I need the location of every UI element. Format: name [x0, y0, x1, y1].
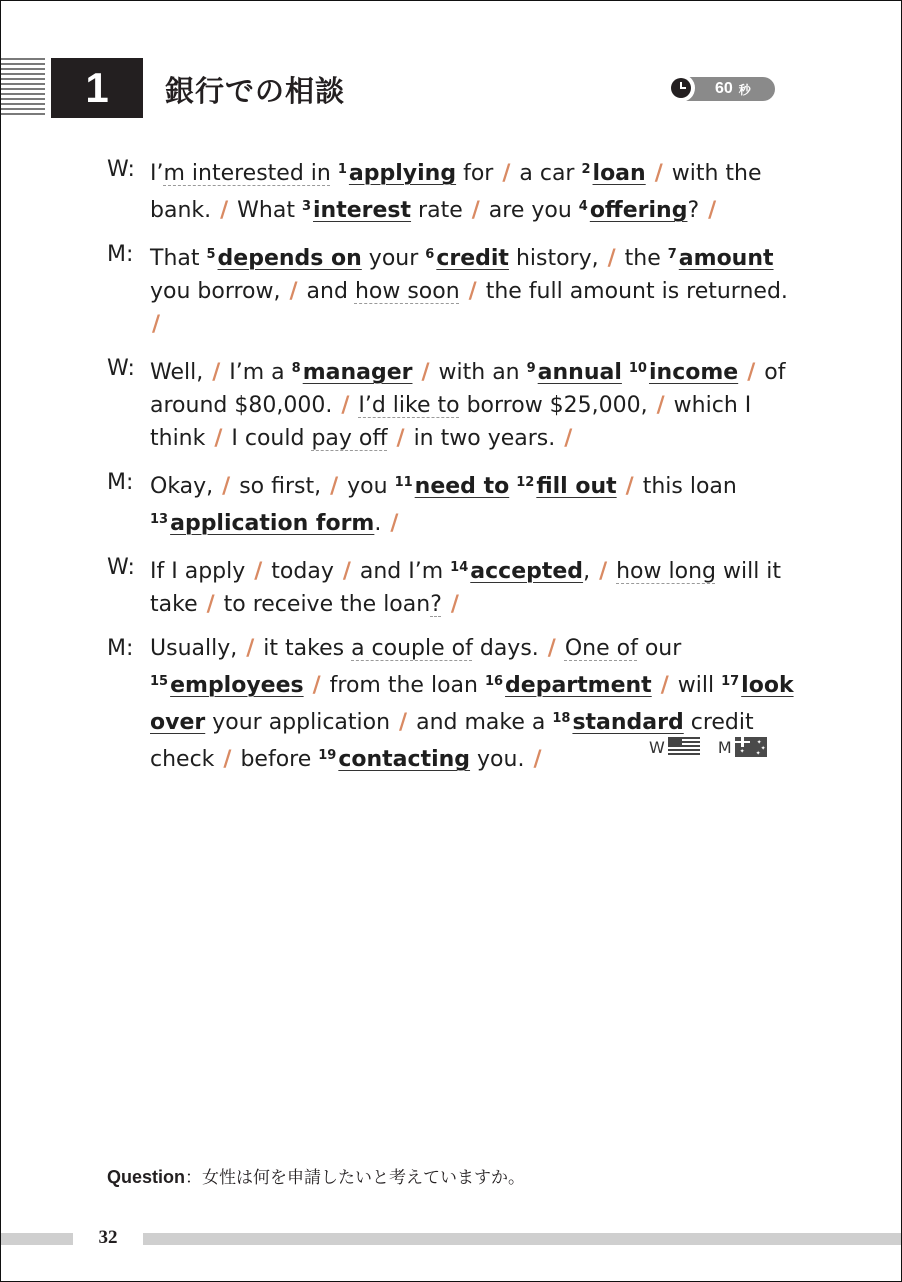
item-number: 17 — [721, 674, 740, 689]
footer-bar-left — [1, 1233, 73, 1245]
dialogue-turn — [107, 352, 797, 455]
header-stripes — [1, 58, 45, 118]
timer-badge — [669, 77, 775, 101]
dialogue-line — [150, 153, 797, 227]
text-run: a car — [512, 161, 582, 186]
text-run — [617, 474, 624, 499]
highlighted-phrase: One of — [564, 636, 638, 661]
key-phrase: standard — [572, 710, 684, 735]
key-phrase: amount — [678, 246, 774, 271]
text-run: history, — [508, 246, 606, 271]
key-phrase: fill out — [536, 474, 617, 499]
text-run: with the bank. — [150, 161, 762, 223]
item-number: 18 — [552, 711, 571, 726]
text-run: Okay, — [150, 474, 221, 499]
chunk-slash: / — [396, 426, 405, 451]
text-run: for — [456, 161, 501, 186]
timer-seconds: 60 — [715, 80, 733, 97]
text-run: before — [233, 747, 319, 772]
chunk-slash: / — [220, 198, 229, 223]
speaker-m-label: M — [717, 737, 732, 757]
key-phrase: annual — [537, 360, 622, 385]
text-run — [460, 279, 467, 304]
chapter-number: 1 — [51, 58, 143, 118]
dialogue — [107, 153, 797, 787]
text-run: of around $80,000. — [150, 360, 786, 418]
text-run: today — [264, 559, 341, 584]
question-text: 女性は何を申請したいと考えていますか。 — [202, 1168, 526, 1188]
chunk-slash: / — [747, 360, 756, 385]
item-number: 10 — [628, 361, 647, 376]
item-number: 7 — [667, 247, 677, 262]
page-number: 32 — [98, 1227, 118, 1248]
key-phrase: application form — [170, 511, 375, 536]
key-phrase: income — [648, 360, 739, 385]
item-number: 9 — [526, 361, 536, 376]
dialogue-turn — [107, 466, 797, 540]
chunk-slash: / — [564, 426, 573, 451]
speaker-label: W: — [107, 555, 135, 580]
text-run: days. — [472, 636, 546, 661]
chunk-slash: / — [312, 673, 321, 698]
text-run: If I apply — [150, 559, 253, 584]
key-phrase: need to — [414, 474, 510, 499]
item-number: 2 — [581, 162, 591, 177]
text-run: , — [583, 559, 598, 584]
chunk-slash: / — [471, 198, 480, 223]
speaker-label: W: — [107, 356, 135, 381]
text-run — [442, 592, 449, 617]
chunk-slash: / — [547, 636, 556, 661]
text-run: credit check — [150, 710, 754, 772]
text-run — [331, 161, 338, 186]
key-phrase: contacting — [338, 747, 471, 772]
question-separator: ： — [185, 1168, 203, 1188]
text-run: to receive the loan — [216, 592, 431, 617]
chunk-slash: / — [708, 198, 717, 223]
timer-unit: 秒 — [738, 82, 751, 97]
item-number: 8 — [291, 361, 301, 376]
chunk-slash: / — [330, 474, 339, 499]
chunk-slash: / — [607, 246, 616, 271]
chunk-slash: / — [289, 279, 298, 304]
speaker-label: M: — [107, 470, 134, 495]
text-run — [412, 360, 419, 385]
text-run: which I think — [150, 393, 752, 451]
chunk-slash: / — [421, 360, 430, 385]
dialogue-turn — [107, 153, 797, 227]
text-run — [388, 426, 395, 451]
text-run: I’ — [150, 161, 164, 186]
item-number: 19 — [318, 748, 337, 763]
highlighted-phrase: a couple of — [351, 636, 473, 661]
speaker-key — [649, 737, 767, 757]
key-phrase: credit — [436, 246, 509, 271]
text-run: you. — [470, 747, 532, 772]
chunk-slash: / — [625, 474, 634, 499]
text-run: it takes — [256, 636, 352, 661]
item-number: 6 — [425, 247, 435, 262]
item-number: 4 — [578, 199, 588, 214]
chunk-slash: / — [254, 559, 263, 584]
chunk-slash: / — [342, 559, 351, 584]
key-phrase: employees — [170, 673, 304, 698]
text-run: ? — [687, 198, 707, 223]
au-flag-icon: ✦ ✦ ✦ ✦ — [735, 737, 767, 757]
text-run: so first, — [232, 474, 329, 499]
chunk-slash: / — [222, 474, 231, 499]
text-run: you borrow, — [150, 279, 288, 304]
item-number: 11 — [394, 475, 413, 490]
key-phrase: department — [505, 673, 652, 698]
item-number: 15 — [150, 674, 169, 689]
dialogue-line — [150, 466, 797, 540]
speaker-w-label: W — [649, 737, 665, 757]
text-run: and I’m — [352, 559, 451, 584]
text-run: the full amount is returned. — [478, 279, 788, 304]
text-run — [304, 673, 311, 698]
key-phrase: applying — [348, 161, 457, 186]
text-run: you — [340, 474, 395, 499]
text-run — [558, 636, 565, 661]
text-run — [622, 360, 629, 385]
dialogue-line — [150, 238, 797, 341]
text-run: the — [617, 246, 668, 271]
text-run: are you — [481, 198, 579, 223]
chunk-slash: / — [152, 312, 161, 337]
text-run: . — [374, 511, 389, 536]
text-run: That — [150, 246, 207, 271]
dialogue-turn — [107, 238, 797, 341]
chunk-slash: / — [599, 559, 608, 584]
text-run: this loan — [635, 474, 737, 499]
chunk-slash: / — [223, 747, 232, 772]
footer-bar-right — [143, 1233, 901, 1245]
text-run: rate — [411, 198, 470, 223]
text-run: your application — [205, 710, 398, 735]
chunk-slash: / — [214, 426, 223, 451]
speaker-label: W: — [107, 157, 135, 182]
key-phrase: depends on — [217, 246, 362, 271]
item-number: 5 — [206, 247, 216, 262]
chunk-slash: / — [341, 393, 350, 418]
question — [107, 1163, 525, 1188]
text-run: and make a — [409, 710, 553, 735]
key-phrase: look over — [150, 673, 794, 735]
key-phrase: offering — [589, 198, 688, 223]
chunk-slash: / — [399, 710, 408, 735]
chunk-slash: / — [468, 279, 477, 304]
text-run: What — [230, 198, 302, 223]
chunk-slash: / — [246, 636, 255, 661]
chunk-slash: / — [390, 511, 399, 536]
chunk-slash: / — [656, 393, 665, 418]
text-run: will it take — [150, 559, 782, 617]
highlighted-phrase: how soon — [354, 279, 460, 304]
text-run: Well, — [150, 360, 211, 385]
highlighted-phrase: how long — [616, 559, 716, 584]
text-run: our — [637, 636, 682, 661]
dialogue-turn — [107, 551, 797, 621]
text-run: with an — [431, 360, 527, 385]
text-run: borrow $25,000, — [459, 393, 655, 418]
text-run — [738, 360, 745, 385]
highlighted-phrase: I’d like to — [358, 393, 460, 418]
text-run: Usually, — [150, 636, 245, 661]
text-run: and — [299, 279, 355, 304]
item-number: 13 — [150, 512, 169, 527]
chunk-slash: / — [533, 747, 542, 772]
key-phrase: accepted — [470, 559, 584, 584]
dialogue-line — [150, 551, 797, 621]
item-number: 14 — [450, 560, 469, 575]
item-number: 16 — [484, 674, 504, 689]
question-label: Question — [107, 1167, 186, 1187]
chunk-slash: / — [502, 161, 511, 186]
highlighted-phrase: m interested in — [163, 161, 331, 186]
key-phrase: interest — [313, 198, 412, 223]
speaker-label: M: — [107, 636, 134, 661]
clock-icon — [667, 74, 695, 102]
speaker-label: M: — [107, 242, 134, 267]
chunk-slash: / — [660, 673, 669, 698]
chunk-slash: / — [654, 161, 663, 186]
highlighted-phrase: ? — [430, 592, 442, 617]
chunk-slash: / — [206, 592, 215, 617]
highlighted-phrase: pay off — [311, 426, 388, 451]
text-run: I could — [224, 426, 312, 451]
chunk-slash: / — [450, 592, 459, 617]
item-number: 12 — [516, 475, 535, 490]
us-flag-icon — [668, 737, 700, 757]
chunk-slash: / — [212, 360, 221, 385]
text-run: in two years. — [406, 426, 563, 451]
item-number: 1 — [337, 162, 347, 177]
text-run: will — [670, 673, 722, 698]
item-number: 3 — [301, 199, 312, 214]
text-run: from the loan — [322, 673, 485, 698]
key-phrase: loan — [592, 161, 646, 186]
dialogue-line — [150, 352, 797, 455]
text-run — [646, 161, 653, 186]
text-run: I’m a — [222, 360, 292, 385]
page-title: 銀行での相談 — [165, 74, 346, 108]
text-run: your — [361, 246, 426, 271]
text-run — [652, 673, 659, 698]
key-phrase: manager — [302, 360, 413, 385]
